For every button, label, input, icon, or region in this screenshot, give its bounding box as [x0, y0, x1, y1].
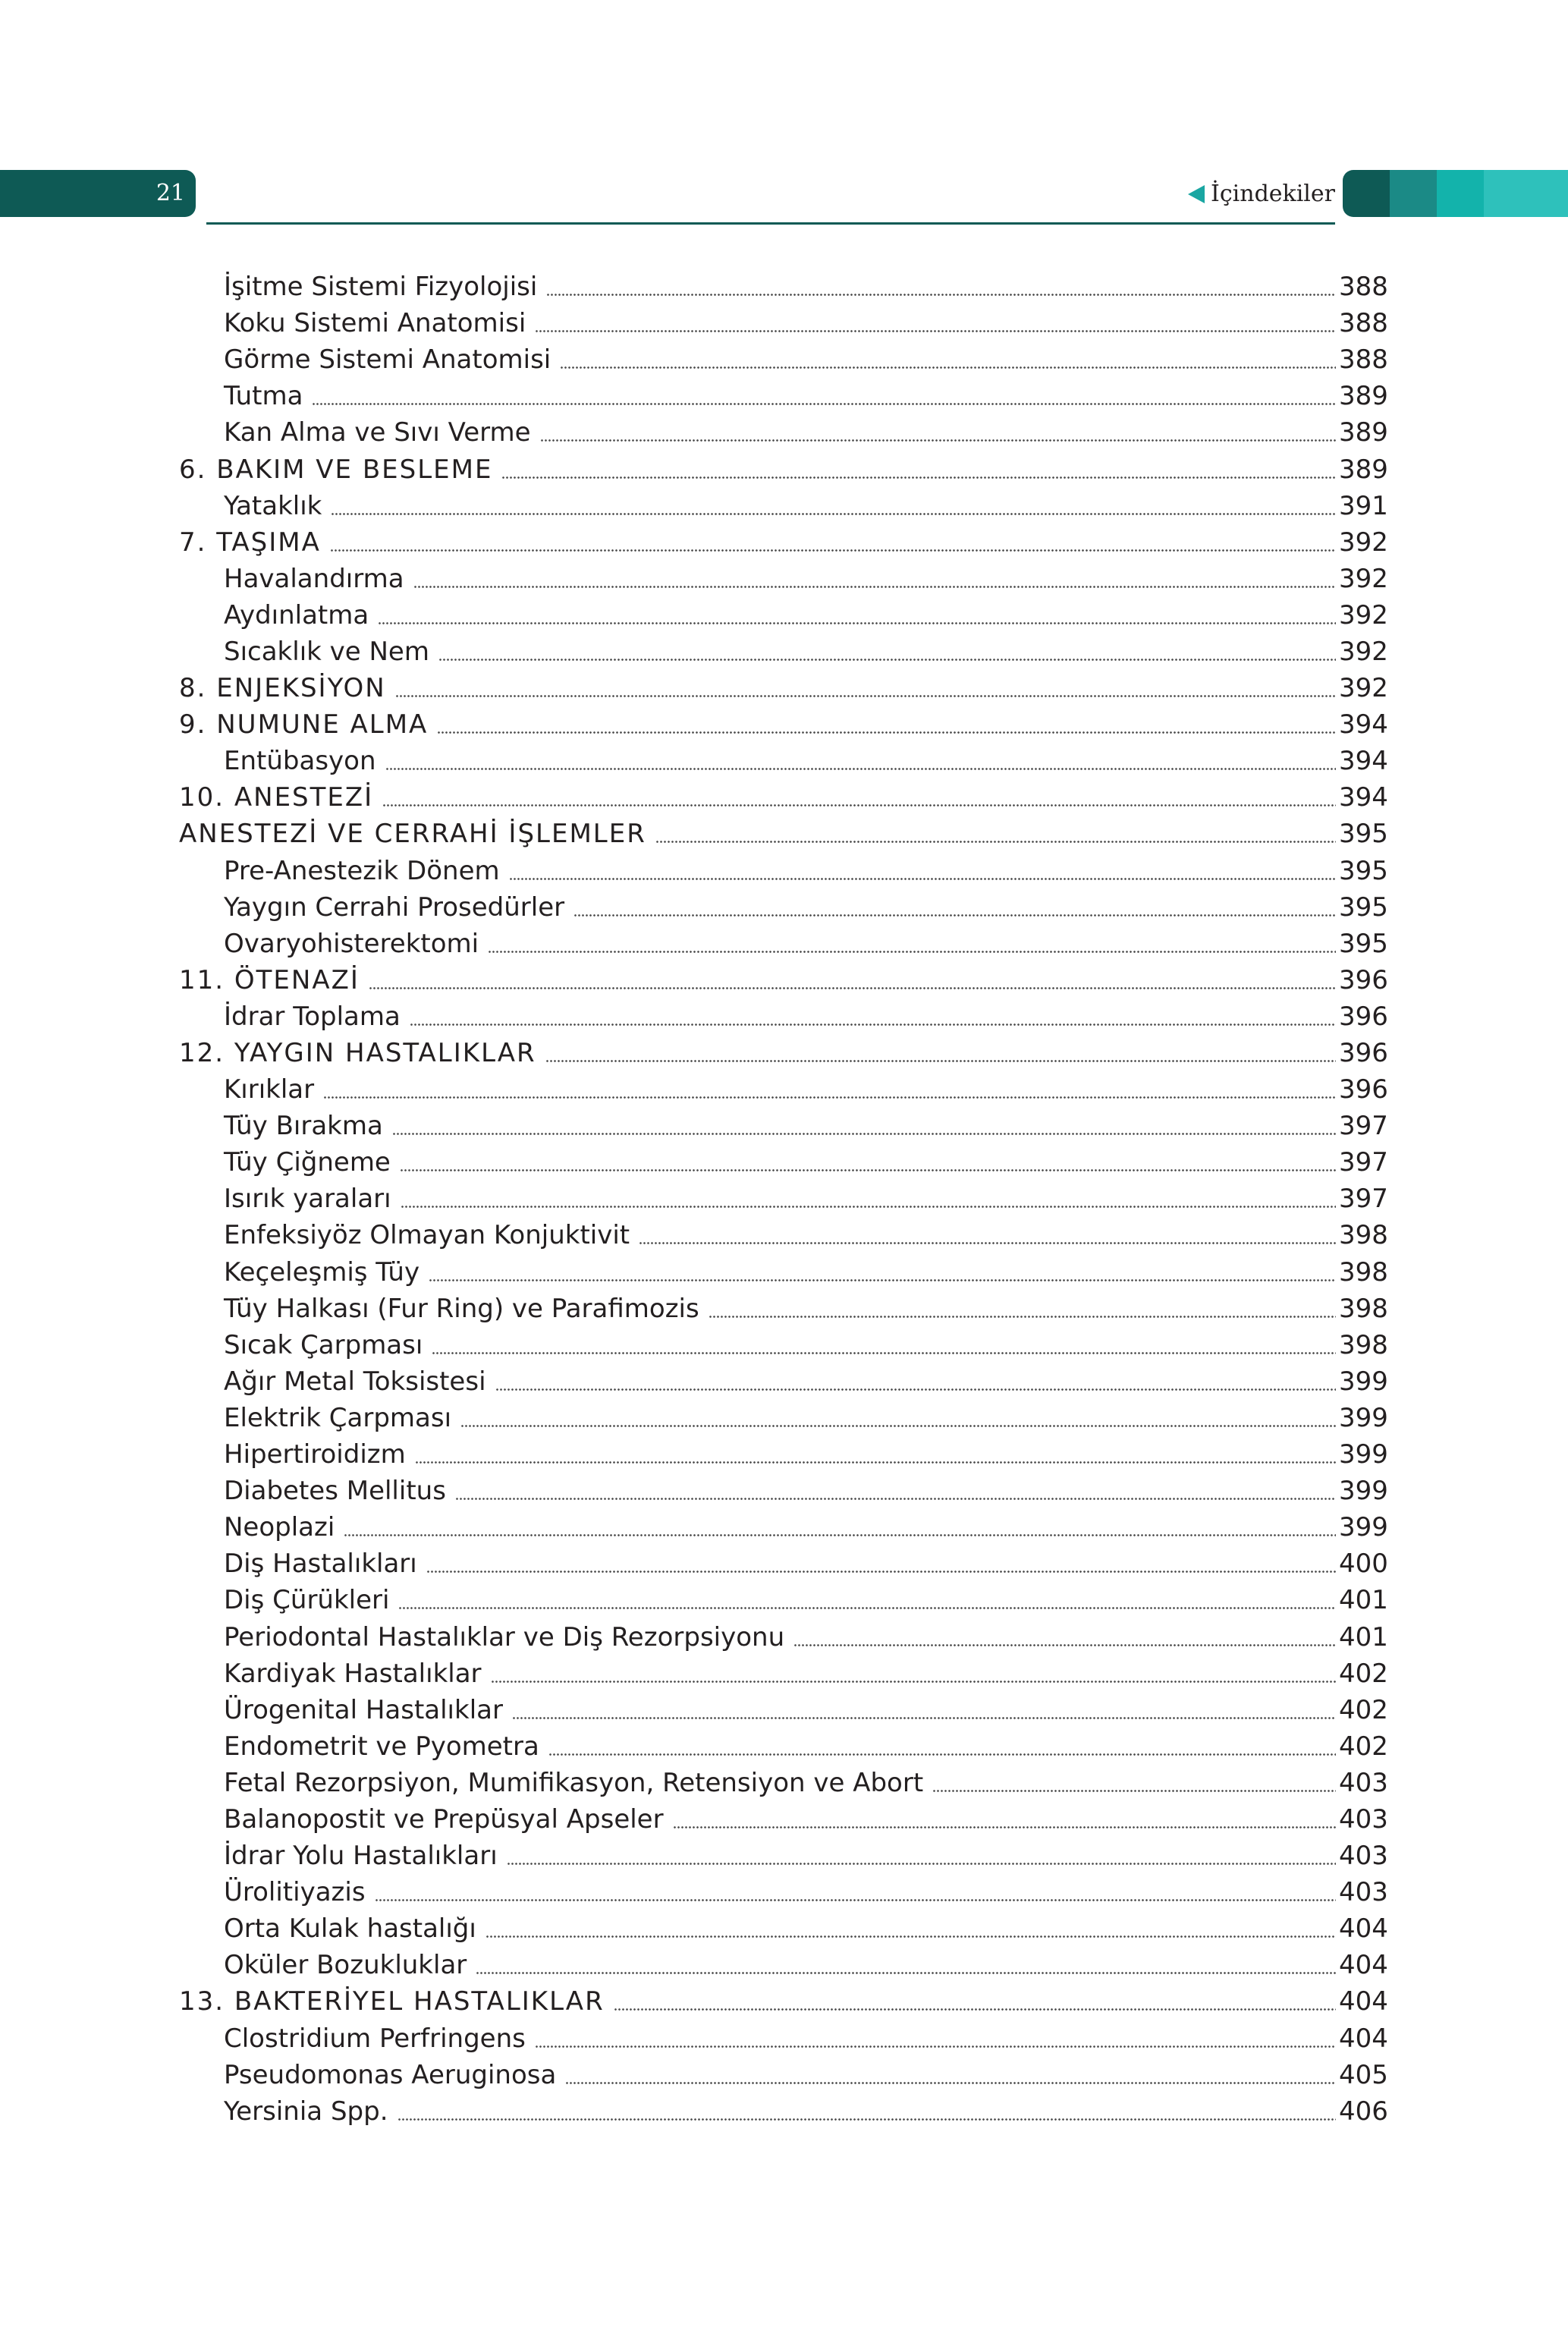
toc-entry-page-number: 396	[1339, 964, 1388, 995]
toc-entry-title: İşitme Sistemi Fizyolojisi	[224, 272, 538, 303]
toc-entry-title: İdrar Yolu Hastalıkları	[224, 1841, 498, 1872]
toc-entry-page-number: 389	[1339, 381, 1388, 412]
toc-entry-title: Balanopostit ve Prepüsyal Apseler	[224, 1803, 664, 1835]
toc-entry-title: Entübasyon	[224, 746, 376, 777]
toc-subsection-entry[interactable]	[0, 1071, 1568, 1108]
toc-subsection-entry[interactable]	[0, 2093, 1568, 2130]
toc-entry-title: Enfeksiyöz Olmayan Konjuktivit	[224, 1220, 630, 1251]
dot-leader	[560, 362, 1336, 369]
dot-leader	[932, 1785, 1336, 1793]
toc-entry-title: Endometrit ve Pyometra	[224, 1731, 539, 1762]
toc-entry-page-number: 402	[1339, 1658, 1388, 1689]
dot-leader	[460, 1420, 1336, 1428]
toc-entry-title: 6. BAKIM VE BESLEME	[179, 454, 493, 485]
page-number: 21	[156, 180, 185, 206]
toc-entry-page-number: 401	[1339, 1585, 1388, 1616]
dot-leader	[378, 618, 1336, 625]
toc-subsection-entry[interactable]	[0, 1910, 1568, 1947]
toc-entry-title: Elektrik Çarpması	[224, 1402, 452, 1433]
dot-leader	[639, 1237, 1336, 1245]
toc-entry-page-number: 404	[1339, 2023, 1388, 2054]
toc-subsection-entry[interactable]	[0, 1947, 1568, 1983]
dot-leader	[495, 1384, 1336, 1391]
dot-leader	[429, 1275, 1336, 1282]
color-segment-mid-teal	[1390, 170, 1437, 217]
toc-subsection-entry[interactable]	[0, 1436, 1568, 1473]
toc-entry-title: Isırık yaraları	[224, 1184, 391, 1215]
toc-entry-title: Kan Alma ve Sıvı Verme	[224, 417, 531, 448]
toc-entry-page-number: 400	[1339, 1549, 1388, 1580]
dot-leader	[382, 800, 1336, 807]
toc-entry-page-number: 403	[1339, 1803, 1388, 1835]
toc-section-entry[interactable]	[0, 524, 1568, 561]
toc-entry-page-number: 399	[1339, 1512, 1388, 1543]
toc-entry-page-number: 389	[1339, 417, 1388, 448]
toc-entry-page-number: 392	[1339, 673, 1388, 704]
toc-entry-title: Ovaryohisterektomi	[224, 928, 479, 959]
toc-entry-title: Periodontal Hastalıklar ve Diş Rezorpsiyonu	[224, 1621, 785, 1652]
toc-subsection-entry[interactable]	[0, 1181, 1568, 1217]
toc-subsection-entry[interactable]	[0, 378, 1568, 414]
toc-entry-page-number: 388	[1339, 344, 1388, 376]
dot-leader	[545, 1055, 1336, 1063]
table-of-contents	[0, 269, 1568, 2130]
header-title: İçindekiler	[1211, 181, 1335, 207]
toc-entry-page-number: 404	[1339, 1913, 1388, 1945]
toc-entry-title: Kırıklar	[224, 1074, 315, 1105]
toc-entry-title: Oküler Bozukluklar	[224, 1950, 467, 1981]
toc-subsection-entry[interactable]	[0, 926, 1568, 962]
toc-entry-title: 9. NUMUNE ALMA	[179, 709, 429, 741]
dot-leader	[709, 1311, 1336, 1319]
dot-leader	[392, 1128, 1336, 1136]
toc-entry-title: Sıcak Çarpması	[224, 1329, 423, 1360]
dot-leader	[397, 2114, 1336, 2121]
dot-leader	[507, 1858, 1336, 1866]
toc-section-entry[interactable]	[0, 962, 1568, 998]
color-segment-dark-teal	[1343, 170, 1390, 217]
toc-subsection-entry[interactable]	[0, 269, 1568, 305]
toc-entry-page-number: 392	[1339, 636, 1388, 667]
toc-section-entry[interactable]	[0, 816, 1568, 852]
dot-leader	[323, 1092, 1336, 1099]
toc-subsection-entry[interactable]	[0, 1363, 1568, 1400]
dot-leader	[432, 1347, 1336, 1355]
toc-entry-title: Diş Çürükleri	[224, 1585, 390, 1616]
toc-entry-title: Tüy Halkası (Fur Ring) ve Parafimozis	[224, 1293, 699, 1324]
toc-entry-page-number: 396	[1339, 1038, 1388, 1069]
toc-subsection-entry[interactable]	[0, 1144, 1568, 1181]
toc-entry-page-number: 399	[1339, 1402, 1388, 1433]
toc-entry-page-number: 404	[1339, 1950, 1388, 1981]
toc-entry-title: Yaygın Cerrahi Prosedürler	[224, 891, 565, 923]
toc-section-entry[interactable]	[0, 451, 1568, 487]
toc-entry-page-number: 405	[1339, 2059, 1388, 2090]
header-divider	[206, 222, 1335, 225]
toc-entry-title: İdrar Toplama	[224, 1001, 401, 1032]
toc-entry-title: Havalandırma	[224, 563, 404, 594]
dot-leader	[546, 289, 1336, 297]
toc-entry-page-number: 395	[1339, 819, 1388, 850]
dot-leader	[331, 508, 1336, 516]
dot-leader	[426, 1566, 1336, 1574]
toc-entry-page-number: 396	[1339, 1001, 1388, 1032]
toc-subsection-entry[interactable]	[0, 561, 1568, 597]
toc-section-entry[interactable]	[0, 1983, 1568, 2020]
page-number-tab	[0, 170, 196, 217]
toc-entry-title: Neoplazi	[224, 1512, 335, 1543]
dot-leader	[565, 2077, 1336, 2085]
toc-entry-page-number: 389	[1339, 454, 1388, 485]
dot-leader	[655, 836, 1336, 844]
dot-leader	[573, 910, 1336, 917]
toc-entry-page-number: 388	[1339, 272, 1388, 303]
toc-subsection-entry[interactable]	[0, 1728, 1568, 1765]
toc-entry-title: Kardiyak Hastalıklar	[224, 1658, 482, 1689]
toc-section-entry[interactable]	[0, 706, 1568, 743]
dot-leader	[385, 763, 1336, 771]
toc-entry-page-number: 395	[1339, 928, 1388, 959]
toc-subsection-entry[interactable]	[0, 1509, 1568, 1545]
toc-entry-page-number: 398	[1339, 1329, 1388, 1360]
toc-entry-page-number: 398	[1339, 1293, 1388, 1324]
toc-subsection-entry[interactable]	[0, 1400, 1568, 1436]
toc-entry-page-number: 403	[1339, 1841, 1388, 1872]
toc-entry-title: Ürogenital Hastalıklar	[224, 1694, 503, 1725]
toc-subsection-entry[interactable]	[0, 2020, 1568, 2057]
dot-leader	[673, 1822, 1336, 1829]
toc-entry-title: Diş Hastalıkları	[224, 1549, 417, 1580]
toc-entry-page-number: 402	[1339, 1694, 1388, 1725]
toc-subsection-entry[interactable]	[0, 597, 1568, 634]
toc-entry-page-number: 397	[1339, 1184, 1388, 1215]
toc-entry-title: Sıcaklık ve Nem	[224, 636, 429, 667]
toc-subsection-entry[interactable]	[0, 1801, 1568, 1838]
toc-entry-title: 12. YAYGIN HASTALIKLAR	[179, 1038, 536, 1069]
toc-entry-page-number: 397	[1339, 1147, 1388, 1178]
toc-entry-title: Yataklık	[224, 490, 322, 521]
toc-entry-page-number: 395	[1339, 855, 1388, 886]
dot-leader	[793, 1640, 1336, 1647]
dot-leader	[455, 1493, 1336, 1501]
toc-subsection-entry[interactable]	[0, 2057, 1568, 2093]
dot-leader	[398, 1602, 1336, 1610]
toc-entry-title: Tutma	[224, 381, 303, 412]
dot-leader	[540, 435, 1336, 442]
toc-entry-title: 8. ENJEKSİYON	[179, 673, 386, 704]
toc-subsection-entry[interactable]	[0, 853, 1568, 889]
dot-leader	[535, 2041, 1336, 2049]
toc-entry-page-number: 392	[1339, 563, 1388, 594]
toc-entry-page-number: 392	[1339, 527, 1388, 558]
toc-subsection-entry[interactable]	[0, 1656, 1568, 1692]
toc-section-entry[interactable]	[0, 779, 1568, 816]
toc-entry-title: Görme Sistemi Anatomisi	[224, 344, 551, 376]
toc-entry-page-number: 403	[1339, 1767, 1388, 1798]
toc-entry-title: Tüy Çiğneme	[224, 1147, 391, 1178]
toc-subsection-entry[interactable]	[0, 743, 1568, 779]
dot-leader	[330, 545, 1336, 552]
toc-subsection-entry[interactable]	[0, 1874, 1568, 1910]
toc-entry-title: Hipertiroidizm	[224, 1439, 406, 1470]
dot-leader	[312, 398, 1336, 406]
toc-entry-title: Clostridium Perfringens	[224, 2023, 526, 2054]
toc-entry-title: Orta Kulak hastalığı	[224, 1913, 476, 1945]
toc-subsection-entry[interactable]	[0, 414, 1568, 451]
dot-leader	[485, 1931, 1336, 1939]
toc-entry-title: Pseudomonas Aeruginosa	[224, 2059, 557, 2090]
dot-leader	[400, 1165, 1336, 1172]
toc-entry-page-number: 402	[1339, 1731, 1388, 1762]
toc-header-link[interactable]	[1188, 180, 1335, 209]
toc-subsection-entry[interactable]	[0, 634, 1568, 670]
toc-entry-page-number: 399	[1339, 1439, 1388, 1470]
toc-entry-title: Diabetes Mellitus	[224, 1476, 446, 1507]
dot-leader	[413, 581, 1336, 589]
toc-subsection-entry[interactable]	[0, 1765, 1568, 1801]
toc-entry-title: Koku Sistemi Anatomisi	[224, 308, 526, 339]
toc-entry-page-number: 399	[1339, 1366, 1388, 1397]
toc-entry-page-number: 388	[1339, 308, 1388, 339]
toc-entry-page-number: 401	[1339, 1621, 1388, 1652]
toc-subsection-entry[interactable]	[0, 1545, 1568, 1582]
toc-entry-page-number: 399	[1339, 1476, 1388, 1507]
dot-leader	[491, 1676, 1336, 1684]
toc-entry-title: Yersinia Spp.	[224, 2096, 388, 2127]
dot-leader	[395, 690, 1336, 698]
toc-entry-page-number: 394	[1339, 782, 1388, 813]
toc-subsection-entry[interactable]	[0, 1838, 1568, 1874]
toc-entry-title: 10. ANESTEZİ	[179, 782, 374, 813]
left-triangle-icon	[1188, 185, 1205, 203]
toc-subsection-entry[interactable]	[0, 305, 1568, 341]
toc-entry-title: Aydınlatma	[224, 599, 369, 630]
toc-subsection-entry[interactable]	[0, 1692, 1568, 1728]
toc-subsection-entry[interactable]	[0, 1217, 1568, 1253]
toc-entry-page-number: 391	[1339, 490, 1388, 521]
dot-leader	[512, 1712, 1336, 1720]
toc-entry-title: 7. TAŞIMA	[179, 527, 321, 558]
toc-entry-title: ANESTEZİ VE CERRAHİ İŞLEMLER	[179, 819, 646, 850]
header-color-bar	[1343, 170, 1568, 217]
dot-leader	[401, 1201, 1336, 1209]
toc-entry-page-number: 397	[1339, 1111, 1388, 1142]
dot-leader	[437, 727, 1336, 734]
dot-leader	[501, 472, 1336, 480]
dot-leader	[614, 2004, 1336, 2011]
toc-subsection-entry[interactable]	[0, 488, 1568, 524]
dot-leader	[369, 983, 1336, 990]
dot-leader	[488, 946, 1336, 954]
toc-entry-page-number: 395	[1339, 891, 1388, 923]
toc-entry-page-number: 403	[1339, 1877, 1388, 1908]
toc-entry-page-number: 394	[1339, 709, 1388, 741]
toc-entry-page-number: 394	[1339, 746, 1388, 777]
toc-subsection-entry[interactable]	[0, 1108, 1568, 1144]
toc-subsection-entry[interactable]	[0, 1327, 1568, 1363]
toc-subsection-entry[interactable]	[0, 1582, 1568, 1618]
dot-leader	[535, 325, 1336, 333]
toc-entry-title: 13. BAKTERİYEL HASTALIKLAR	[179, 1986, 605, 2017]
toc-entry-title: Tüy Bırakma	[224, 1111, 383, 1142]
dot-leader	[415, 1457, 1336, 1464]
toc-entry-page-number: 398	[1339, 1220, 1388, 1251]
toc-subsection-entry[interactable]	[0, 1254, 1568, 1291]
toc-entry-title: Ağır Metal Toksistesi	[224, 1366, 486, 1397]
color-segment-light-teal	[1484, 170, 1568, 217]
toc-section-entry[interactable]	[0, 670, 1568, 706]
toc-entry-title: Fetal Rezorpsiyon, Mumifikasyon, Retensiyon ve Abort	[224, 1767, 924, 1798]
color-segment-teal	[1437, 170, 1484, 217]
toc-subsection-entry[interactable]	[0, 998, 1568, 1035]
toc-entry-page-number: 392	[1339, 599, 1388, 630]
toc-entry-page-number: 396	[1339, 1074, 1388, 1105]
toc-entry-page-number: 404	[1339, 1986, 1388, 2017]
toc-section-entry[interactable]	[0, 1035, 1568, 1071]
toc-subsection-entry[interactable]	[0, 341, 1568, 378]
toc-entry-title: 11. ÖTENAZİ	[179, 964, 360, 995]
dot-leader	[410, 1019, 1336, 1027]
toc-entry-title: Ürolitiyazis	[224, 1877, 366, 1908]
toc-entry-title: Pre-Anestezik Dönem	[224, 855, 500, 886]
dot-leader	[438, 654, 1336, 662]
dot-leader	[548, 1749, 1336, 1756]
toc-subsection-entry[interactable]	[0, 889, 1568, 926]
toc-subsection-entry[interactable]	[0, 1473, 1568, 1509]
toc-entry-title: Keçeleşmiş Tüy	[224, 1256, 420, 1288]
toc-entry-page-number: 406	[1339, 2096, 1388, 2127]
toc-subsection-entry[interactable]	[0, 1618, 1568, 1655]
toc-entry-page-number: 398	[1339, 1256, 1388, 1288]
dot-leader	[476, 1967, 1336, 1975]
dot-leader	[375, 1895, 1336, 1902]
dot-leader	[509, 873, 1336, 881]
dot-leader	[344, 1530, 1336, 1537]
toc-subsection-entry[interactable]	[0, 1291, 1568, 1327]
